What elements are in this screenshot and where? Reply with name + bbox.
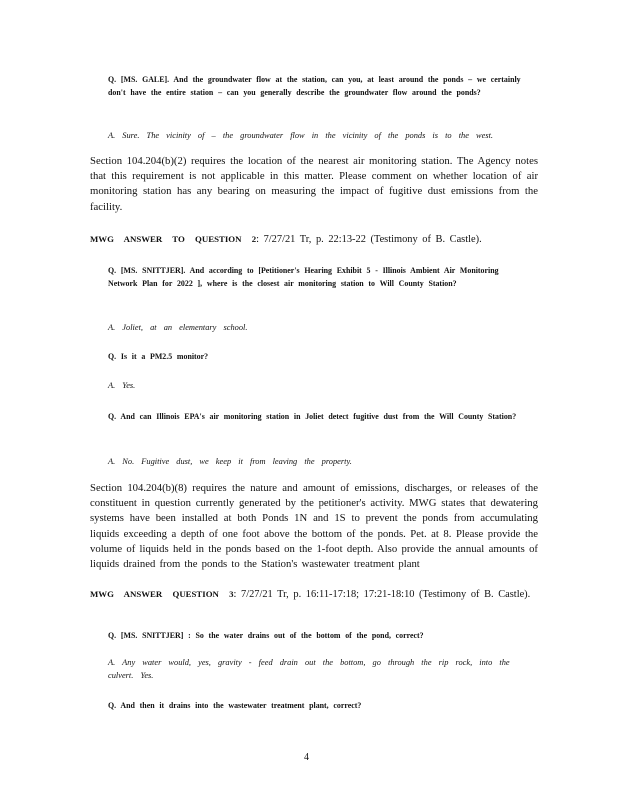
answer-yes: A. Yes. (108, 381, 136, 390)
question-pm25-monitor: Q. Is it a PM2.5 monitor? (108, 351, 209, 361)
question-fugitive-dust-detection: Q. And can Illinois EPA's air monitoring station in Joliet detect fugitive dust from the Will County Station? (108, 411, 517, 421)
mwg-answer-question-3-heading (90, 587, 542, 602)
question-water-drains: Q. [MS. SNITTJER] : So the water drains out of the bottom of the pond, correct? (108, 630, 424, 640)
question-wastewater-plant: Q. And then it drains into the wastewater treatment plant, correct? (108, 700, 362, 710)
answer-citation: : 7/27/21 Tr, p. 16:11-17:18; 17:21-18:10 (Testimony of B. Castle). (233, 589, 531, 600)
answer-joliet: A. Joliet, at an elementary school. (108, 323, 248, 332)
section-104-204-b8-paragraph: Section 104.204(b)(8) requires the nature and amount of emissions, discharges, or releases of the constituent in question currently generated by the petitioner's activity. MWG states that dewatering systems have been installed at both Ponds 1N and 1S to prevent the ponds from accumulating liquids exceeding a depth of one foot above the bottom of the ponds. Pet. at 8. Please provide the volume of liquids held in the ponds based on the 1-foot depth. Also provide the annual amounts of liquids drained from the ponds to the Station's wastewater treatment plant (90, 482, 538, 571)
mwg-answer-question-2-heading (90, 232, 550, 247)
answer-label: MWG ANSWER TO QUESTION 2 (90, 234, 257, 244)
answer-label: MWG ANSWER QUESTION 3 (90, 589, 234, 599)
answer-groundwater-flow: A. Sure. The vicinity of – the groundwater flow in the vicinity of the ponds is to the west. (108, 131, 494, 140)
answer-gravity-feed: A. Any water would, yes, gravity - feed drain out the bottom, go through the rip rock, into the culvert. Yes. (108, 658, 510, 680)
page-number: 4 (304, 752, 309, 763)
answer-citation: : 7/27/21 Tr, p. 22:13-22 (Testimony of B. Castle). (256, 234, 482, 245)
question-snittjer-air-station: Q. [MS. SNITTJER]. And according to [Petitioner's Hearing Exhibit 5 - Illinois Ambient Air Monitoring Network Plan for 2022 ], where is the closest air monitoring station to Will County Station? (108, 265, 499, 288)
answer-fugitive-dust: A. No. Fugitive dust, we keep it from leaving the property. (108, 457, 352, 466)
section-104-204-b2-paragraph: Section 104.204(b)(2) requires the location of the nearest air monitoring station. The Agency notes that this requirement is not applicable in this matter. Please comment on whether location of air monitoring station has any bearing on measuring the impact of fugitive dust emissions from the facility. (90, 155, 538, 213)
question-gale-groundwater: Q. [MS. GALE]. And the groundwater flow at the station, can you, at least around the ponds – we certainly don't have the entire station – can you generally describe the groundwater flow around the ponds? (108, 74, 521, 97)
